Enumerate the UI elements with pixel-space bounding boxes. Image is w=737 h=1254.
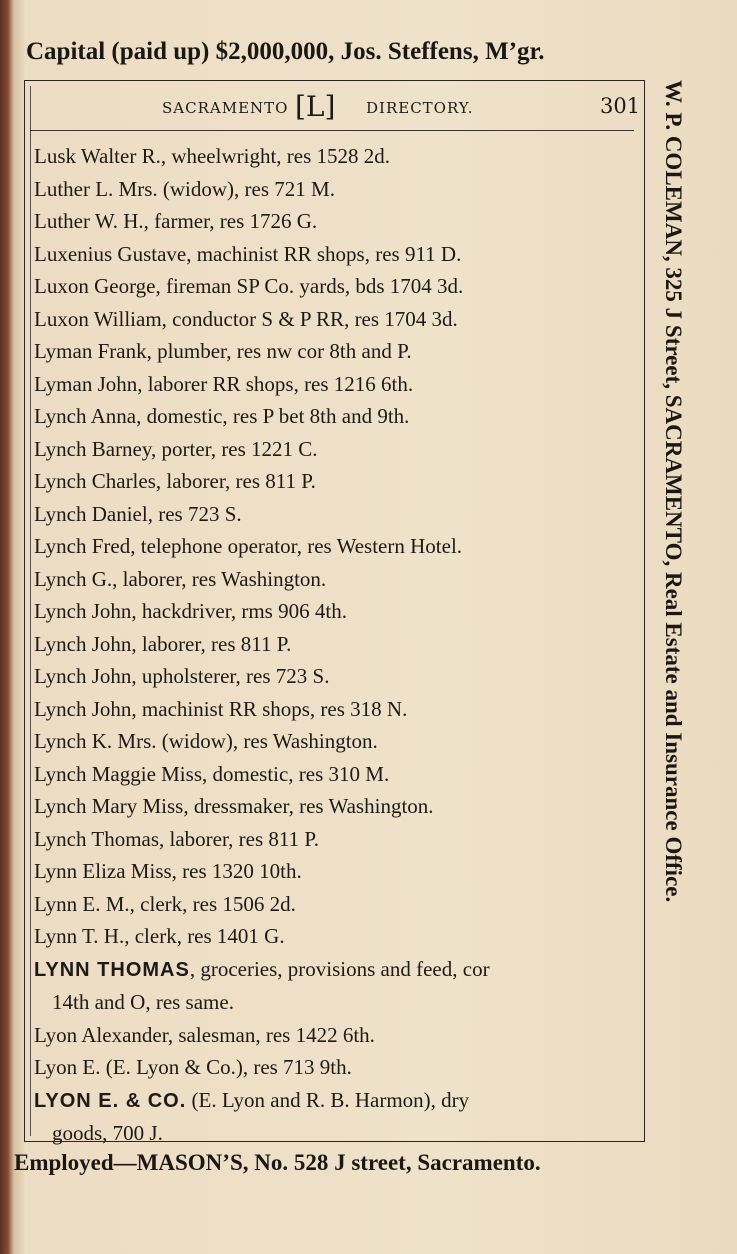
directory-entry: [34, 238, 634, 271]
side-advertisement-column: [650, 80, 695, 1150]
directory-entry: [34, 855, 634, 888]
entry-text: Lynn T. H., clerk, res 1401 G.: [34, 924, 285, 948]
entry-text: (E. Lyon and R. B. Harmon), dry: [186, 1087, 470, 1112]
directory-entries: [34, 140, 634, 1150]
directory-entry: [34, 1084, 634, 1118]
header-letter: [L]: [295, 90, 336, 123]
entry-text: Lynch John, machinist RR shops, res 318 N.: [34, 696, 408, 721]
directory-entry: [34, 563, 634, 596]
entry-text: Lynch Barney, porter, res 1221 C.: [34, 436, 318, 461]
directory-entry: [34, 1019, 634, 1052]
directory-entry: [34, 953, 634, 987]
directory-entry: [34, 1051, 634, 1084]
entry-text: Luther W. H., farmer, res 1726 G.: [34, 209, 318, 233]
page-number: 301: [600, 94, 641, 118]
entry-text: Lynch G., laborer, res Washington.: [34, 566, 327, 591]
directory-entry: [34, 790, 634, 823]
entry-text: Lusk Walter R., wheelwright, res 1528 2d.: [34, 144, 391, 168]
entry-text: Lyman John, laborer RR shops, res 1216 6th.: [34, 371, 414, 396]
directory-entry: [34, 303, 634, 336]
directory-entry: [34, 693, 634, 726]
directory-entry: [34, 368, 634, 401]
header-directory: DIRECTORY.: [366, 99, 474, 117]
entry-text: Lynch John, upholsterer, res 723 S.: [34, 664, 330, 688]
entry-text: Lyon Alexander, salesman, res 1422 6th.: [34, 1022, 375, 1047]
entry-text: Luxon William, conductor S & P RR, res 1704 3d.: [34, 306, 458, 331]
entry-text: Lynch John, laborer, res 811 P.: [34, 631, 292, 656]
entry-text: goods, 700 J.: [52, 1121, 163, 1145]
directory-entry: [34, 758, 634, 791]
directory-entry: [34, 628, 634, 661]
directory-entry: [34, 205, 634, 238]
side-advertisement: W. P. COLEMAN, 325 J Street, SACRAMENTO, Real Estate and Insurance Office.: [661, 80, 686, 903]
directory-entry: [34, 270, 634, 303]
directory-entry: [34, 920, 634, 953]
directory-entry: [34, 530, 634, 563]
directory-entry: [34, 1117, 634, 1150]
entry-text: Lynn Eliza Miss, res 1320 10th.: [34, 859, 302, 883]
entry-text: Lynch Maggie Miss, domestic, res 310 M.: [34, 761, 390, 786]
entry-text: Lynch Daniel, res 723 S.: [34, 501, 242, 526]
directory-entry: [34, 465, 634, 498]
header-rule: [30, 130, 634, 131]
entry-business-name: LYNN THOMAS: [34, 958, 190, 981]
entry-text: Luxon George, fireman SP Co. yards, bds 1704 3d.: [34, 274, 464, 298]
directory-entry: [34, 986, 634, 1019]
entry-text: Lynch John, hackdriver, rms 906 4th.: [34, 599, 347, 623]
entry-text: , groceries, provisions and feed, cor: [189, 956, 490, 981]
entry-text: Luxenius Gustave, machinist RR shops, res 911 D.: [34, 241, 462, 266]
directory-entry: [34, 400, 634, 433]
entry-text: Lynch Anna, domestic, res P bet 8th and 9th.: [34, 404, 410, 428]
entry-text: Lynn E. M., clerk, res 1506 2d.: [34, 891, 296, 916]
entry-text: Lynch Thomas, laborer, res 811 P.: [34, 826, 319, 851]
directory-entry: [34, 660, 634, 693]
column-rule: [30, 86, 31, 1136]
entry-text: Lynch Mary Miss, dressmaker, res Washington.: [34, 794, 434, 818]
top-advertisement: Capital (paid up) $2,000,000, Jos. Steffens, M’gr.: [26, 38, 545, 65]
entry-text: Lynch Charles, laborer, res 811 P.: [34, 469, 316, 493]
entry-text: Lyman Frank, plumber, res nw cor 8th and P.: [34, 339, 412, 363]
entry-text: 14th and O, res same.: [52, 990, 234, 1014]
directory-entry: [34, 140, 634, 173]
running-header: [30, 86, 641, 128]
directory-entry: [34, 498, 634, 531]
entry-business-name: LYON E. & CO.: [34, 1089, 187, 1112]
directory-entry: [34, 173, 634, 206]
entry-text: Lyon E. (E. Lyon & Co.), res 713 9th.: [34, 1055, 352, 1079]
entry-text: Lynch Fred, telephone operator, res Western Hotel.: [34, 534, 463, 558]
directory-entry: [34, 433, 634, 466]
directory-entry: [34, 335, 634, 368]
directory-entry: [34, 823, 634, 856]
directory-entry: [34, 725, 634, 758]
directory-entry: [34, 888, 634, 921]
header-city: SACRAMENTO: [162, 99, 289, 117]
directory-entry: [34, 595, 634, 628]
entry-text: Lynch K. Mrs. (widow), res Washington.: [34, 729, 378, 753]
bottom-advertisement: Employed—MASON’S, No. 528 J street, Sacramento.: [14, 1150, 541, 1175]
entry-text: Luther L. Mrs. (widow), res 721 M.: [34, 176, 335, 201]
